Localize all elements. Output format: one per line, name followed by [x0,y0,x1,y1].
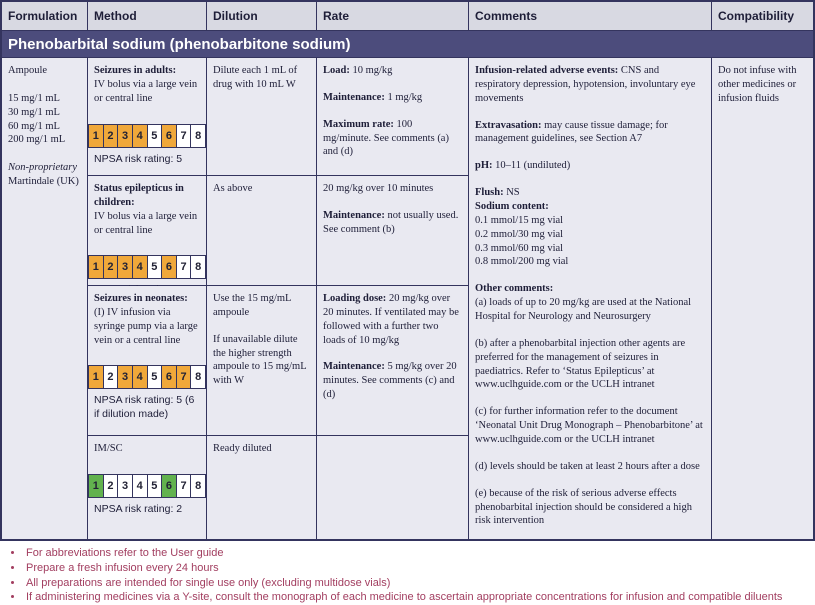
footer-bullet: • All preparations are intended for single use only (excluding multidose vials) [24,577,815,591]
rate-cell [317,286,469,436]
comment-label: Extravasation: [475,119,542,131]
npsa-risk-box: 2 [103,365,119,389]
npsa-risk-box: 8 [190,474,206,498]
npsa-risk-box: 4 [132,474,148,498]
footer-bullet: • If administering medicines via a Y-site, consult the monograph of each medicine to ascertain appropriate concentrations for infusion and compatible diluents [24,591,815,605]
npsa-risk-box: 5 [147,255,163,279]
column-header-row [2,2,813,31]
npsa-risk-box: 6 [161,124,177,148]
column-header: Compatibility [718,9,795,23]
dilution-cell [207,176,317,286]
npsa-risk-box: 3 [117,124,133,148]
method-title: Seizures in adults: [94,65,177,76]
npsa-risk-box: 3 [117,365,133,389]
rate-paragraph [323,118,462,160]
npsa-rating: NPSA risk rating: 2 [94,502,183,515]
other-comment-item: (e) because of the risk of serious adverse effects phenobarbital injection should be considered a high risk intervention [475,487,692,527]
npsa-risk-box: 7 [176,474,192,498]
rate-text: 20 mg/kg over 10 minutes [323,183,434,194]
comment-text: 10–11 (undiluted) [492,160,571,172]
rate-label: Maintenance: [323,361,385,373]
method-title: Status epilepticus in children: [94,183,184,208]
npsa-risk-box: 1 [88,255,104,279]
footer-notes [8,547,815,605]
rate-paragraph [323,209,462,237]
npsa-risk-box: 5 [147,474,163,498]
npsa-risk-box: 6 [161,474,177,498]
comment-text: may cause tissue damage; for management guidelines, see Section A7 [475,119,668,145]
comment-text: CNS and respiratory depression, hypotension, involuntary eye movements [475,65,696,104]
formulation-source: Martindale (UK) [8,176,79,188]
rate-cell [317,436,469,539]
other-comments-label: Other comments: [475,283,554,295]
rate-paragraph [323,182,462,196]
dilution-text: Ready diluted [213,443,272,454]
npsa-rating: NPSA risk rating: 5 (6 if dilution made) [94,394,195,421]
formulation-source-type: Non-proprietary [8,162,78,174]
method-text: (I) IV infusion via syringe pump via a large vein or a central line [94,306,198,346]
column-header: Dilution [207,2,317,30]
npsa-risk-box: 6 [161,365,177,389]
drug-title: Phenobarbital sodium (phenobarbitone sodium) [8,36,351,53]
sodium-line: 0.3 mmol/60 mg vial [475,242,564,254]
comments-blocks [475,64,705,200]
method-cell-status-epilepticus [88,176,207,286]
npsa-risk-box: 5 [147,365,163,389]
npsa-risk-box: 2 [103,255,119,279]
npsa-risk-box: 6 [161,255,177,279]
npsa-risk-box: 8 [190,255,206,279]
comment-label: Flush: [475,187,504,199]
npsa-risk-box: 1 [88,474,104,498]
rate-text: 1 mg/kg [384,91,423,103]
comment-paragraph [475,159,705,173]
sodium-content-label: Sodium content: [475,201,549,213]
npsa-risk-box: 8 [190,124,206,148]
compatibility-text: Do not infuse with other medicines or infusion fluids [718,65,797,104]
npsa-risk-box: 3 [117,474,133,498]
npsa-strip [88,365,206,389]
comment-label: Infusion-related adverse events: [475,65,619,76]
method-text: IM/SC [94,443,123,454]
npsa-risk-box: 7 [176,365,192,389]
dilution-text: Use the 15 mg/mL ampoule [213,293,292,318]
column-header: Rate [317,2,469,30]
rate-paragraph [323,360,462,402]
method-cell-seizures-adults [88,58,207,176]
npsa-risk-box: 4 [132,255,148,279]
formulation-form: Ampoule [8,65,48,76]
npsa-risk-box: 1 [88,365,104,389]
method-text: IV bolus via a large vein or central line [94,210,198,236]
strength-line: 15 mg/1 mL [8,92,60,104]
comment-paragraph [475,186,705,200]
rate-cell [317,176,469,286]
rate-label: Load: [323,65,350,76]
rate-paragraph [323,292,462,347]
drug-title-bar [2,31,813,58]
npsa-risk-box: 4 [132,124,148,148]
method-title: Seizures in neonates: [94,293,188,304]
formulation-strengths [8,92,81,147]
formulation-cell [2,58,88,539]
rate-text: 5 mg/kg over 20 minutes. See comments (c) and (d) [323,361,457,401]
rate-paragraph [323,64,462,78]
other-comments-items [475,296,705,528]
dilution-text: As above [213,183,253,194]
compatibility-cell [712,58,813,539]
strength-line: 30 mg/1 mL [8,106,60,118]
dilution-cell [207,58,317,176]
other-comment-item: (b) after a phenobarbital injection other agents are preferred for the management of seizures in paediatrics. Refer to ‘Status Epilepticus’ at www.uclhguide.com or the UCLH intranet [475,337,686,391]
sodium-content-lines [475,214,705,269]
rate-paragraph [323,91,462,105]
dilution-cell [207,436,317,539]
method-cell-im-sc [88,436,207,539]
rate-text: 100 mg/minute. See comments (a) and (d) [323,118,449,158]
npsa-risk-box: 7 [176,255,192,279]
column-header: Method [88,2,207,30]
npsa-risk-box: 3 [117,255,133,279]
dilution-cell [207,286,317,436]
npsa-strip [88,124,206,148]
npsa-rating: NPSA risk rating: 5 [94,152,183,165]
footer-bullet: • For abbreviations refer to the User guide [24,547,815,561]
npsa-risk-box: 4 [132,365,148,389]
npsa-risk-box: 7 [176,124,192,148]
comment-paragraph [475,64,705,106]
comment-text: NS [503,187,520,199]
npsa-risk-box: 1 [88,124,104,148]
other-comment-item: (a) loads of up to 20 mg/kg are used at the National Hospital for Neurology and Neurosurgery [475,297,692,323]
sodium-line: 0.8 mmol/200 mg vial [475,256,569,268]
npsa-risk-box: 2 [103,474,119,498]
comment-paragraph [475,119,705,147]
npsa-strip [88,474,206,498]
footer-bullet: • Prepare a fresh infusion every 24 hours [24,562,815,576]
rate-text: not usually used. See comment (b) [323,209,459,235]
method-cell-seizures-neonates [88,286,207,436]
strength-line: 60 mg/1 mL [8,120,60,132]
comments-cell [469,58,712,539]
sodium-line: 0.1 mmol/15 mg vial [475,214,564,226]
rate-text: 20 mg/kg over 20 minutes. If ventilated may be followed with a further two loads of 10 mg/kg [323,293,459,346]
npsa-strip [88,255,206,279]
sodium-line: 0.2 mmol/30 mg vial [475,228,564,240]
rate-label: Loading dose: [323,293,387,304]
npsa-risk-box: 2 [103,124,119,148]
method-text: IV bolus via a large vein or central line [94,78,198,104]
strength-line: 200 mg/1 mL [8,134,66,146]
other-comment-item: (d) levels should be taken at least 2 hours after a dose [475,460,700,472]
dilution-text: If unavailable dilute the higher strength ampoule to 15 mg/mL with W [213,333,307,387]
npsa-risk-box: 8 [190,365,206,389]
comment-label: pH: [475,160,493,172]
table-body [2,58,813,539]
npsa-risk-box: 5 [147,124,163,148]
other-comment-item: (c) for further information refer to the document ‘Neonatal Unit Drug Monograph – Phenobarbitone’ at www.uclhguide.com or the UCLH intranet [475,406,703,446]
rate-cell [317,58,469,176]
column-header: Comments [469,2,712,30]
dilution-text: Dilute each 1 mL of drug with 10 mL W [213,65,298,90]
rate-label: Maximum rate: [323,118,394,130]
rate-text: 10 mg/kg [349,65,393,76]
rate-label: Maintenance: [323,91,385,103]
rate-label: Maintenance: [323,209,385,221]
column-header: Formulation [2,2,88,30]
